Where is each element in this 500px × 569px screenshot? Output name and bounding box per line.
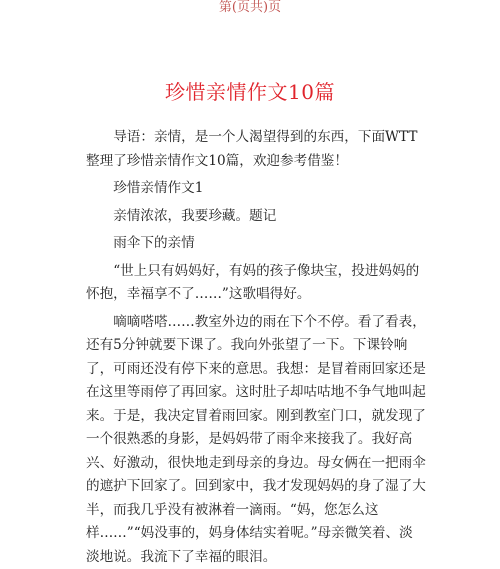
body-paragraph: “世上只有妈妈好，有妈的孩子像块宝，投进妈妈的怀抱，幸福享不了……”这歌唱得好。 xyxy=(86,260,426,307)
document-title: 珍惜亲情作文10篇 xyxy=(0,76,500,105)
document-body xyxy=(86,126,426,569)
page-header xyxy=(0,0,500,16)
essay-heading: 珍惜亲情作文1 xyxy=(86,177,426,201)
page-number-label: 第(页共)页 xyxy=(219,0,281,15)
section-heading: 雨伞下的亲情 xyxy=(86,232,426,256)
epigraph: 亲情浓浓，我要珍藏。题记 xyxy=(86,205,426,229)
intro-paragraph: 导语：亲情，是一个人渴望得到的东西，下面WTT整理了珍惜亲情作文10篇，欢迎参考借鉴！ xyxy=(86,126,426,173)
body-paragraph: 嘀嘀嗒嗒……教室外边的雨在下个不停。看了看表，还有5分钟就要下课了。我向外张望了一下。下课铃响了，可雨还没有停下来的意思。我想：是冒着雨回家还是在这里等雨停了再回家。这时肚子却咕咕地不争气地叫起来。于是，我决定冒着雨回家。刚到教室门口，就发现了一个很熟悉的身影，是妈妈带了雨伞来接我了。我好高兴、好激动，很快地走到母亲的身边。母女俩在一把雨伞的遮护下回家了。回到家中，我才发现妈妈的身了湿了大半，而我几乎没有被淋着一滴雨。“妈，您怎么这样……”“妈没事的，妈身体结实着呢。”母亲微笑着、淡淡地说。我流下了幸福的眼泪。 xyxy=(86,311,426,569)
